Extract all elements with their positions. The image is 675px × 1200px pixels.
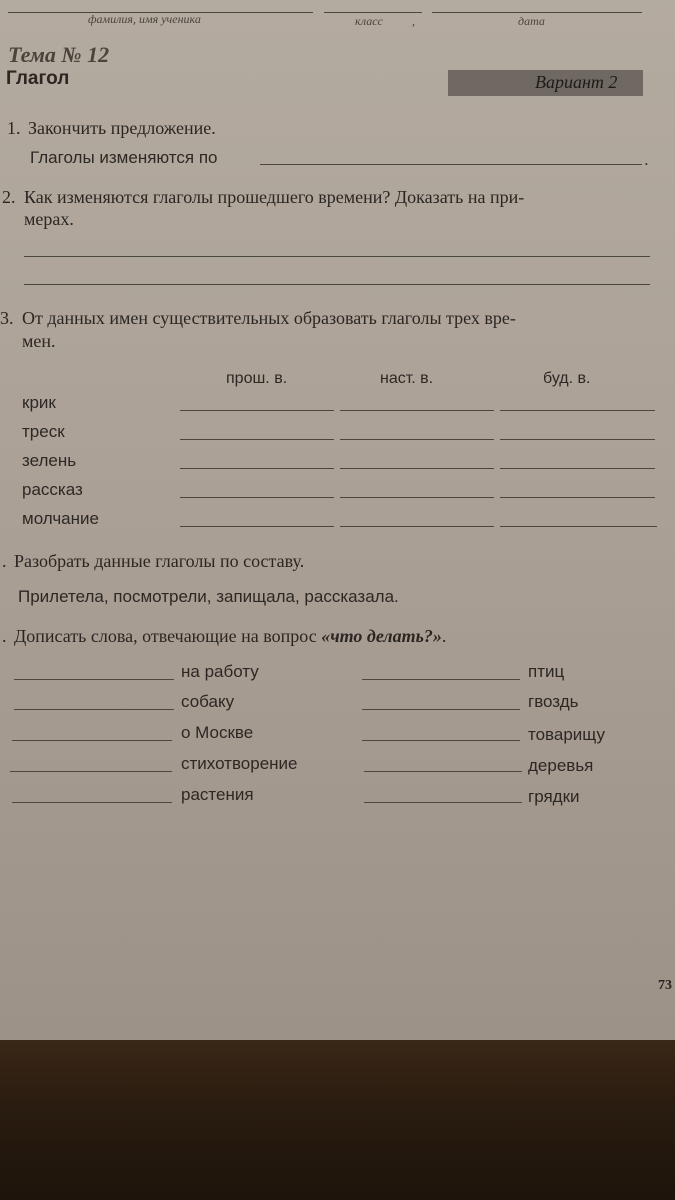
task2-text-line1: Как изменяются глаголы прошедшего времени? Доказать на при-: [24, 187, 525, 207]
task3-text-line2: мен.: [22, 331, 56, 351]
phrase-word: собаку: [181, 692, 235, 711]
task5-answer-line[interactable]: [362, 679, 520, 680]
class-line: [324, 12, 422, 13]
task3-answer-line[interactable]: [180, 497, 334, 498]
task4-verbs: Прилетела, посмотрели, запищала, рассказала.: [18, 587, 399, 606]
task3-answer-line[interactable]: [340, 497, 494, 498]
phrase-word: растения: [181, 785, 254, 804]
task1-number: 1.: [7, 118, 21, 138]
task2-text-line2: мерах.: [24, 209, 74, 229]
task1-answer-line[interactable]: [260, 164, 642, 165]
task5-end: .: [441, 626, 447, 646]
task5-answer-line[interactable]: [14, 679, 174, 680]
phrase-word: стихотворение: [181, 754, 298, 773]
phrase-word: грядки: [528, 787, 580, 806]
task1-text: Закончить предложение.: [28, 118, 216, 138]
task3-answer-line[interactable]: [180, 526, 334, 527]
variant-label: Вариант 2: [535, 72, 618, 92]
task2-answer-line-1[interactable]: [24, 256, 650, 257]
phrase-word: о Москве: [181, 723, 254, 742]
task3-answer-line[interactable]: [180, 439, 334, 440]
task5-question: «что делать?»: [321, 626, 442, 646]
column-header-past: прош. в.: [226, 370, 288, 387]
task3-text-line1: От данных имен существительных образовать глаголы трех вре-: [22, 308, 516, 328]
task5-answer-line[interactable]: [362, 740, 520, 741]
page-number: 73: [658, 978, 672, 993]
task5-answer-line[interactable]: [364, 771, 522, 772]
task4-text: Разобрать данные глаголы по составу.: [14, 551, 305, 571]
task5-text: [14, 626, 446, 647]
desk-surface: [0, 1040, 675, 1200]
task5-answer-line[interactable]: [14, 709, 174, 710]
noun-item: молчание: [22, 509, 99, 528]
task5-number: .: [2, 626, 7, 646]
column-header-present: наст. в.: [380, 370, 434, 387]
task3-answer-line[interactable]: [180, 468, 334, 469]
topic-title: Тема № 12: [8, 42, 110, 67]
task3-answer-line[interactable]: [180, 410, 334, 411]
subject-title: Глагол: [6, 68, 70, 89]
noun-item: рассказ: [22, 480, 83, 499]
task4-number: .: [2, 551, 7, 571]
date-label: дата: [518, 14, 545, 28]
task3-answer-line[interactable]: [340, 439, 494, 440]
noun-item: крик: [22, 393, 56, 412]
task1-prompt: Глаголы изменяются по: [30, 148, 218, 167]
phrase-word: на работу: [181, 662, 259, 681]
class-label: класс: [355, 14, 383, 28]
task5-answer-line[interactable]: [362, 709, 520, 710]
phrase-word: гвоздь: [528, 692, 579, 711]
task3-answer-line[interactable]: [340, 410, 494, 411]
class-date-separator: ,: [412, 14, 415, 28]
task3-answer-line[interactable]: [340, 468, 494, 469]
task5-answer-line[interactable]: [12, 802, 172, 803]
task5-instruction: Дописать слова, отвечающие на вопрос: [14, 626, 322, 646]
noun-item: зелень: [22, 451, 77, 470]
phrase-word: товарищу: [528, 725, 605, 744]
phrase-word: деревья: [528, 756, 594, 775]
name-label: фамилия, имя ученика: [88, 12, 201, 26]
phrase-word: птиц: [528, 662, 565, 681]
task3-answer-line[interactable]: [500, 439, 655, 440]
task3-answer-line[interactable]: [340, 526, 494, 527]
task3-answer-line[interactable]: [500, 497, 655, 498]
task3-number: 3.: [0, 308, 14, 328]
column-header-future: буд. в.: [543, 370, 591, 387]
task3-answer-line[interactable]: [500, 468, 655, 469]
task3-answer-line[interactable]: [500, 526, 657, 527]
task1-end-period: .: [644, 150, 649, 169]
date-line: [432, 12, 642, 13]
task5-answer-line[interactable]: [364, 802, 522, 803]
task2-answer-line-2[interactable]: [24, 284, 650, 285]
task5-answer-line[interactable]: [12, 740, 172, 741]
task2-number: 2.: [2, 187, 16, 207]
noun-item: треск: [22, 422, 65, 441]
task5-answer-line[interactable]: [10, 771, 172, 772]
task3-answer-line[interactable]: [500, 410, 655, 411]
